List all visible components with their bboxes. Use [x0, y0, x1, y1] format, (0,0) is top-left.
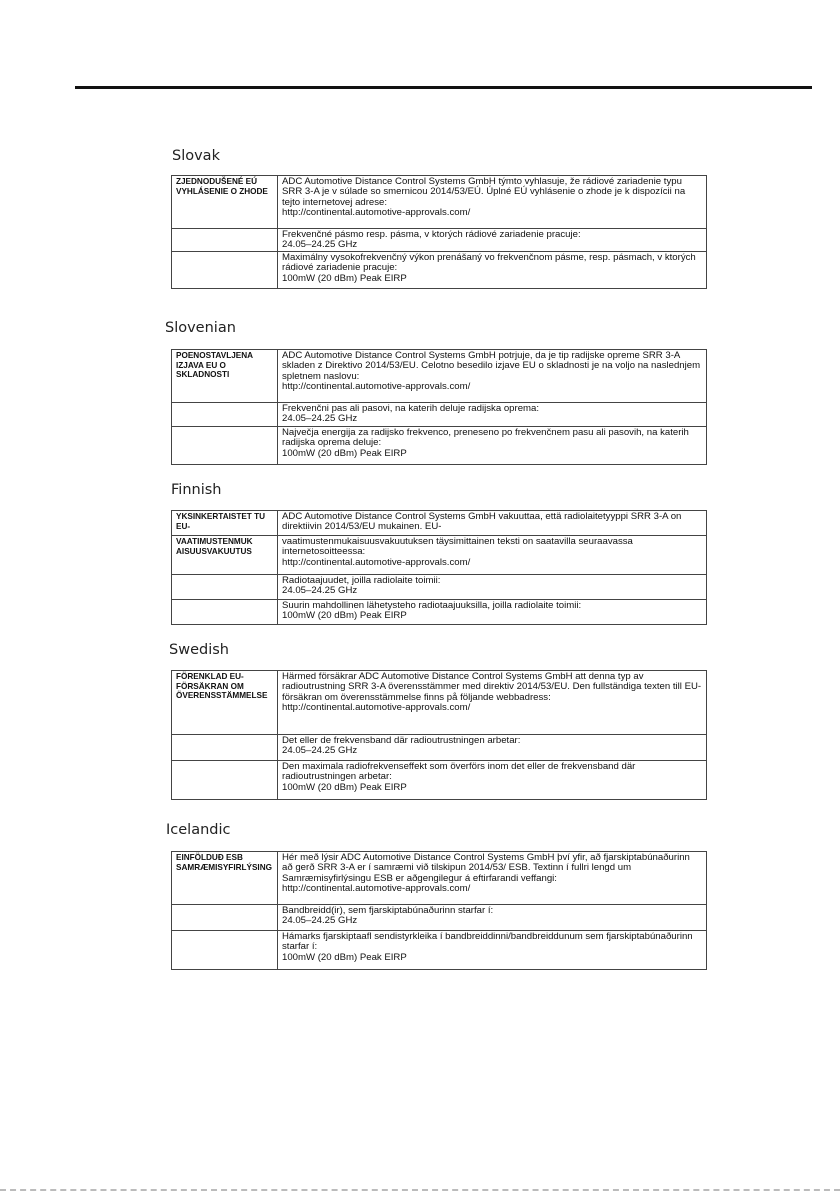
- row-label: [172, 931, 278, 970]
- row-text: ADC Automotive Distance Control Systems GmbH potrjuje, da je tip radijske opreme SRR 3-A skladen z Direktivo 2014/53/EU. Celotno besedilo izjave EU o skladnosti je na voljo na naslednjem spletnem naslovu: http://continental.automotive-approvals.com/: [278, 350, 707, 403]
- row-text: Frekvenčné pásmo resp. pásma, v ktorých rádiové zariadenie pracuje: 24.05–24.25 GHz: [278, 229, 707, 252]
- row-text: Härmed försäkrar ADC Automotive Distance Control Systems GmbH att denna typ av radioutrustning SRR 3-A överensstämmer med direktiv 2014/53/EU. Den fullständiga texten till EU-försäkran om överensstämmelse finns på följande webbadress: http://continental.automotive-approvals.com/: [278, 671, 707, 735]
- row-text: Največja energija za radijsko frekvenco, preneseno po frekvenčnem pasu ali pasovih, na katerih radijska oprema deluje: 100mW (20 dBm) Peak EIRP: [278, 427, 707, 465]
- row-label: [172, 735, 278, 761]
- row-text: Suurin mahdollinen lähetysteho radiotaajuuksilla, joilla radiolaite toimii: 100mW (20 dBm) Peak EIRP: [278, 600, 707, 625]
- row-text: Radiotaajuudet, joilla radiolaite toimii: 24.05–24.25 GHz: [278, 575, 707, 600]
- table-row: [172, 600, 707, 625]
- section-heading-icelandic: Icelandic: [166, 822, 231, 838]
- row-label: [172, 575, 278, 600]
- row-label: [172, 427, 278, 465]
- row-label: [172, 761, 278, 800]
- row-text: ADC Automotive Distance Control Systems GmbH vakuuttaa, että radiolaitetyyppi SRR 3-A on direktiivin 2014/53/EU mukainen. EU-: [278, 511, 707, 536]
- row-text: Hér með lýsir ADC Automotive Distance Control Systems GmbH því yfir, að fjarskiptabúnaðurinn að gerð SRR 3-A er í samræmi við tilskipun 2014/53/ ESB. Textinn í fullri lengd um Samræmisyfirlýsingu ESB er aðgengilegur á eftirfarandi veffangi: http://continental.automotive-approvals.com/: [278, 852, 707, 905]
- section-heading-swedish: Swedish: [169, 642, 229, 658]
- row-text: Maximálny vysokofrekvenčný výkon prenášaný vo frekvenčnom pásme, resp. pásmach, v ktorých rádiové zariadenie pracuje: 100mW (20 dBm) Peak EIRP: [278, 252, 707, 289]
- row-text: Det eller de frekvensband där radioutrustningen arbetar: 24.05–24.25 GHz: [278, 735, 707, 761]
- table-row: [172, 671, 707, 735]
- table-row: [172, 229, 707, 252]
- table-row: [172, 511, 707, 536]
- row-label: YKSINKERTAISTET TU EU-: [172, 511, 278, 536]
- row-label: [172, 229, 278, 252]
- row-text: ADC Automotive Distance Control Systems GmbH týmto vyhlasuje, že rádiové zariadenie typu SRR 3-A je v súlade so smernicou 2014/53/EÚ. Úplné EÚ vyhlásenie o zhode je k dispozícii na tejto internetovej adrese: http://continental.automotive-approvals.com/: [278, 176, 707, 229]
- row-label: VAATIMUSTENMUK AISUUSVAKUUTUS: [172, 536, 278, 575]
- section-heading-finnish: Finnish: [171, 482, 222, 498]
- row-label: EINFÖLDUÐ ESB SAMRÆMISYFIRLÝSING: [172, 852, 278, 905]
- row-text: Bandbreidd(ir), sem fjarskiptabúnaðurinn starfar í: 24.05–24.25 GHz: [278, 905, 707, 931]
- row-text: Frekvenčni pas ali pasovi, na katerih deluje radijska oprema: 24.05–24.25 GHz: [278, 403, 707, 427]
- row-label: [172, 905, 278, 931]
- table-row: [172, 350, 707, 403]
- row-label: [172, 403, 278, 427]
- table-row: [172, 536, 707, 575]
- row-label: [172, 600, 278, 625]
- table-row: [172, 427, 707, 465]
- table-row: [172, 176, 707, 229]
- table-row: [172, 905, 707, 931]
- declaration-table-swedish: [171, 670, 707, 800]
- section-heading-slovenian: Slovenian: [165, 320, 236, 336]
- row-label: FÖRENKLAD EU-FÖRSÄKRAN OM ÖVERENSSTÄMMELSE: [172, 671, 278, 735]
- table-row: [172, 735, 707, 761]
- declaration-table-slovak: [171, 175, 707, 289]
- row-label: ZJEDNODUŠENÉ EÚ VYHLÁSENIE O ZHODE: [172, 176, 278, 229]
- row-text: vaatimustenmukaisuusvakuutuksen täysimittainen teksti on saatavilla seuraavassa internetosoitteessa: http://continental.automotive-approvals.com/: [278, 536, 707, 575]
- row-text: Den maximala radiofrekvenseffekt som överförs inom det eller de frekvensband där radioutrustningen arbetar: 100mW (20 dBm) Peak EIRP: [278, 761, 707, 800]
- row-text: Hámarks fjarskiptaafl sendistyrkleika í bandbreiddinni/bandbreiddunum sem fjarskiptabúnaðurinn starfar í: 100mW (20 dBm) Peak EIRP: [278, 931, 707, 970]
- declaration-table-finnish: [171, 510, 707, 625]
- header-rule: [75, 86, 812, 89]
- table-row: [172, 252, 707, 289]
- declaration-table-icelandic: [171, 851, 707, 970]
- row-label: [172, 252, 278, 289]
- declaration-table-slovenian: [171, 349, 707, 465]
- page-bottom-edge: [0, 1189, 840, 1191]
- table-row: [172, 852, 707, 905]
- table-row: [172, 403, 707, 427]
- row-label: POENOSTAVLJENA IZJAVA EU O SKLADNOSTI: [172, 350, 278, 403]
- section-heading-slovak: Slovak: [172, 148, 220, 164]
- table-row: [172, 575, 707, 600]
- table-row: [172, 761, 707, 800]
- table-row: [172, 931, 707, 970]
